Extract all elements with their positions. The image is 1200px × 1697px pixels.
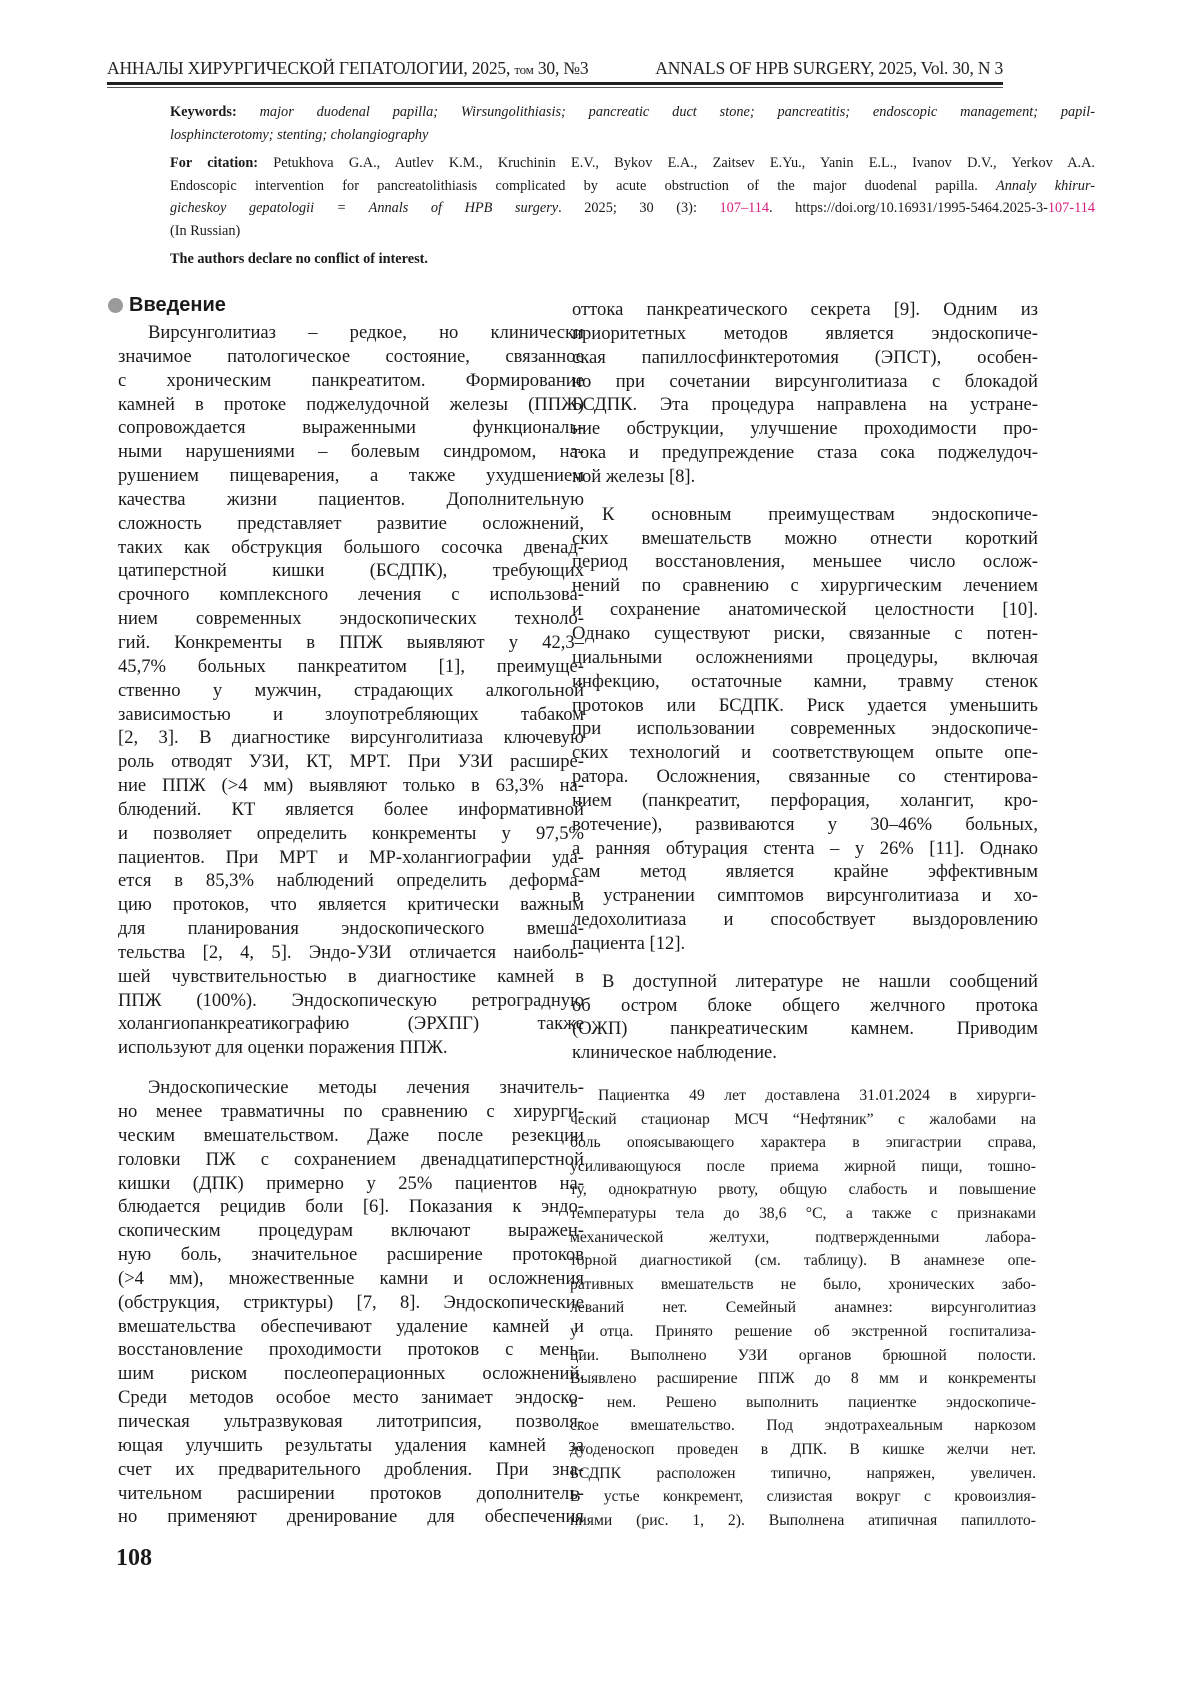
text-line: роль отводят УЗИ, КТ, МРТ. При УЗИ расшире- <box>118 750 584 774</box>
text-line: значимое патологическое состояние, связанное <box>118 345 584 369</box>
text-line: ющая улучшить результаты удаления камней за <box>118 1434 584 1458</box>
text-line: при использовании современных эндоскопиче- <box>572 717 1038 741</box>
bullet-circle-icon <box>108 298 123 313</box>
text-line: сопровождается выраженными функциональ- <box>118 416 584 440</box>
text-line: ными нарушениями – болевым синдромом, на- <box>118 440 584 464</box>
paragraph <box>572 298 1038 489</box>
text-line: ственно у мужчин, страдающих алкогольной <box>118 679 584 703</box>
paragraph <box>572 503 1038 956</box>
paragraph <box>118 1076 584 1529</box>
text-line: тельства [2, 4, 5]. Эндо-УЗИ отличается наиболь- <box>118 941 584 965</box>
citation-title: Endoscopic intervention for pancreatolithiasis complicated by acute obstruction of the major duodenal papilla. <box>170 178 996 194</box>
text-line: но менее травматичны по сравнению с хирурги- <box>118 1100 584 1124</box>
text-line: ние ППЖ (>4 мм) выявляют только в 63,3% на- <box>118 774 584 798</box>
text-line: Эндоскопические методы лечения значитель- <box>118 1076 584 1100</box>
text-line: таких как обструкция большого сосочка двенад- <box>118 536 584 560</box>
volume-issue-ru: 30, №3 <box>534 58 589 78</box>
text-line: гий. Конкременты в ППЖ выявляют у 42,3– <box>118 631 584 655</box>
text-line: шим риском послеоперационных осложнений. <box>118 1362 584 1386</box>
text-line: ледохолитиаза и способствует выздоровлению <box>572 908 1038 932</box>
text-line: сам метод является крайне эффективным <box>572 860 1038 884</box>
citation-journal: Annaly khirur- <box>996 178 1095 194</box>
citation-language: (In Russian) <box>170 220 1095 243</box>
text-line: цатиперстной кишки (БСДПК), требующих <box>118 559 584 583</box>
case-report-text <box>570 1084 1036 1532</box>
text-line: пическая ультразвуковая литотрипсия, позволя- <box>118 1410 584 1434</box>
text-line: период восстановления, меньшее число ослож- <box>572 550 1038 574</box>
text-line: холангиопанкреатикографию (ЭРХПГ) также <box>118 1012 584 1036</box>
text-line: температуры тела до 38,6 °С, а также с признаками <box>570 1202 1036 1226</box>
text-line: К основным преимуществам эндоскопиче- <box>572 503 1038 527</box>
text-line: сложность представляет развитие осложнений, <box>118 512 584 536</box>
text-line: кишки (ДПК) примерно у 25% пациентов на- <box>118 1172 584 1196</box>
text-line: пациентов. При МРТ и МР-холангиографии уда- <box>118 846 584 870</box>
text-line: ную боль, значительное расширение протоков <box>118 1243 584 1267</box>
text-line: восстановление проходимости протоков с мень- <box>118 1338 584 1362</box>
keywords-line <box>170 124 1095 147</box>
text-line: цию протоков, что является критически важным <box>118 893 584 917</box>
text-line: инфекцию, остаточные камни, травму стенок <box>572 670 1038 694</box>
text-line: блюдений. КТ является более информативной <box>118 798 584 822</box>
citation-journal: gicheskoy gepatologii = Annals of HPB surgery <box>170 200 558 216</box>
text-line: ская папиллосфинктеротомия (ЭПСТ), особен- <box>572 346 1038 370</box>
text-line: об остром блоке общего желчного протока <box>572 994 1038 1018</box>
running-header-english: ANNALS OF HPB SURGERY, 2025, Vol. 30, N 3 <box>655 58 1003 79</box>
text-line: и позволяет определить конкременты у 97,5% <box>118 822 584 846</box>
citation-pages: 107–114 <box>720 200 770 216</box>
text-line: ние обструкции, улучшение проходимости про- <box>572 417 1038 441</box>
text-line: (>4 мм), множественные камни и осложнения <box>118 1267 584 1291</box>
text-line: и сохранение анатомической целостности [10]. <box>572 598 1038 622</box>
text-line: но при сочетании вирсунголитиаза с блокадой <box>572 370 1038 394</box>
article-metadata <box>170 101 1095 271</box>
citation-line <box>170 152 1095 175</box>
text-line: (ОЖП) панкреатическим камнем. Приводим <box>572 1017 1038 1041</box>
text-line: Однако существуют риски, связанные с потен- <box>572 622 1038 646</box>
keywords-text: major duodenal papilla; Wirsungolithiasis; pancreatic duct stone; pancreatitis; endoscopic management; papil- <box>237 104 1095 120</box>
text-line: ское вмешательство. Под эндотрахеальным наркозом <box>570 1414 1036 1438</box>
citation-issue: . 2025; 30 (3): <box>558 200 719 216</box>
text-line: Пациентка 49 лет доставлена 31.01.2024 в хирурги- <box>570 1084 1036 1108</box>
text-line: камней в протоке поджелудочной железы (ППЖ) <box>118 393 584 417</box>
text-line: торной диагностикой (см. таблицу). В анамнезе опе- <box>570 1249 1036 1273</box>
text-line: (обструкция, стриктуры) [7, 8]. Эндоскопические <box>118 1291 584 1315</box>
paragraph <box>572 970 1038 1065</box>
text-line: пациента [12]. <box>572 932 1038 956</box>
text-line: В доступной литературе не нашли сообщений <box>572 970 1038 994</box>
text-line: Выявлено расширение ППЖ до 8 мм и конкременты <box>570 1367 1036 1391</box>
text-line: а ранняя обтурация стента – у 26% [11]. Однако <box>572 837 1038 861</box>
text-line: зависимостью и злоупотребляющих табаком <box>118 703 584 727</box>
text-line: ских вмешательств можно отнести короткий <box>572 527 1038 551</box>
text-line: тока и предупреждение стаза сока поджелудоч- <box>572 441 1038 465</box>
conflict-text: The authors declare no conflict of interest. <box>170 251 428 267</box>
doi-pages[interactable]: 107-114 <box>1048 200 1095 216</box>
header-rule <box>107 82 1003 85</box>
journal-title-ru: АННАЛЫ ХИРУРГИЧЕСКОЙ ГЕПАТОЛОГИИ, 2025, <box>107 58 514 78</box>
text-line: но применяют дренирование для обеспечения <box>118 1505 584 1529</box>
journal-page <box>0 0 1200 1697</box>
text-line: чительном расширении протоков дополнитель- <box>118 1482 584 1506</box>
citation-label: For citation: <box>170 155 258 171</box>
text-line: нием современных эндоскопических техноло- <box>118 607 584 631</box>
running-header-russian <box>107 58 588 79</box>
text-line: ППЖ (100%). Эндоскопическую ретроградную <box>118 989 584 1013</box>
conflict-statement <box>170 248 1095 271</box>
text-line: срочного комплексного лечения с использова- <box>118 583 584 607</box>
text-line: шей чувствительностью в диагностике камней в <box>118 965 584 989</box>
citation-line <box>170 197 1095 220</box>
text-line: оттока панкреатического секрета [9]. Одним из <box>572 298 1038 322</box>
text-line: в нем. Решено выполнить пациентке эндоскопиче- <box>570 1391 1036 1415</box>
text-line: ции. Выполнено УЗИ органов брюшной полости. <box>570 1344 1036 1368</box>
text-line: БСДПК расположен типично, напряжен, увеличен. <box>570 1462 1036 1486</box>
text-line: Среди методов особое место занимает эндоско- <box>118 1386 584 1410</box>
text-line: головки ПЖ с сохранением двенадцатиперстной <box>118 1148 584 1172</box>
text-line: ческий стационар МСЧ “Нефтяник” с жалобами на <box>570 1108 1036 1132</box>
text-line: ется в 85,3% наблюдений определить деформа- <box>118 869 584 893</box>
text-line: В устье конкремент, слизистая вокруг с кровоизлия- <box>570 1485 1036 1509</box>
text-line: рушением пищеварения, а также ухудшением <box>118 464 584 488</box>
text-line: у отца. Принято решение об экстренной госпитализа- <box>570 1320 1036 1344</box>
volume-label-ru: том <box>514 62 533 77</box>
section-title: Введение <box>129 294 226 317</box>
text-line: 45,7% больных панкреатитом [1], преимуще- <box>118 655 584 679</box>
text-line: БСДПК. Эта процедура направлена на устране- <box>572 393 1038 417</box>
text-line: с хроническим панкреатитом. Формирование <box>118 369 584 393</box>
text-line: [2, 3]. В диагностике вирсунголитиаза ключевую <box>118 726 584 750</box>
page-number: 108 <box>116 1545 152 1572</box>
text-line: для планирования эндоскопического вмеша- <box>118 917 584 941</box>
text-line: счет их предварительного дробления. При зна- <box>118 1458 584 1482</box>
text-line: ческим вмешательством. Даже после резекции <box>118 1124 584 1148</box>
text-line: клиническое наблюдение. <box>572 1041 1038 1065</box>
text-line: используют для оценки поражения ППЖ. <box>118 1036 584 1060</box>
text-line: циальными осложнениями процедуры, включая <box>572 646 1038 670</box>
text-line: дуоденоскоп проведен в ДПК. В кишке желчи нет. <box>570 1438 1036 1462</box>
text-line: вотечение), развиваются у 30–46% больных, <box>572 813 1038 837</box>
keywords-line <box>170 101 1095 124</box>
doi-link[interactable]: . https://doi.org/10.16931/1995-5464.2025-3- <box>769 200 1048 216</box>
text-line: блюдается рецидив боли [6]. Показания к эндо- <box>118 1195 584 1219</box>
keywords-text: losphincterotomy; stenting; cholangiography <box>170 127 428 143</box>
text-line: механической желтухи, подтвержденными лабора- <box>570 1226 1036 1250</box>
right-text-column <box>572 298 1038 1065</box>
text-line: усиливающуюся после приема жирной пищи, тошно- <box>570 1155 1036 1179</box>
text-line: ной железы [8]. <box>572 465 1038 489</box>
text-line: Вирсунголитиаз – редкое, но клинически <box>118 321 584 345</box>
header-rule-thin <box>107 87 1003 88</box>
citation-line <box>170 175 1095 198</box>
keywords-label: Keywords: <box>170 104 237 120</box>
text-line: вмешательства обеспечивают удаление камней и <box>118 1315 584 1339</box>
text-line: нием (панкреатит, перфорация, холангит, кро- <box>572 789 1038 813</box>
text-line: ту, однократную рвоту, общую слабость и повышение <box>570 1178 1036 1202</box>
text-line: протоков или БСДПК. Риск удается уменьшить <box>572 694 1038 718</box>
text-line: леваний нет. Семейный анамнез: вирсунголитиаз <box>570 1296 1036 1320</box>
text-line: нений по сравнению с хирургическим лечением <box>572 574 1038 598</box>
text-line: в устранении симптомов вирсунголитиаза и хо- <box>572 884 1038 908</box>
text-line: ских технологий и соответствующем опыте опе- <box>572 741 1038 765</box>
left-text-column <box>118 321 584 1529</box>
text-line: ниями (рис. 1, 2). Выполнена атипичная папиллото- <box>570 1509 1036 1533</box>
paragraph <box>118 321 584 1060</box>
text-line: приоритетных методов является эндоскопиче- <box>572 322 1038 346</box>
citation-authors: Petukhova G.A., Autlev K.M., Kruchinin E.V., Bykov E.A., Zaitsev E.Yu., Yanin E.L., Ivanov D.V., Yerkov A.A. <box>258 155 1095 171</box>
section-heading <box>108 294 226 317</box>
text-line: боль опоясывающего характера в эпигастрии справа, <box>570 1131 1036 1155</box>
text-line: скопическим процедурам включают выражен- <box>118 1219 584 1243</box>
text-line: качества жизни пациентов. Дополнительную <box>118 488 584 512</box>
text-line: ратора. Осложнения, связанные со стентирова- <box>572 765 1038 789</box>
text-line: ративных вмешательств не было, хронических забо- <box>570 1273 1036 1297</box>
